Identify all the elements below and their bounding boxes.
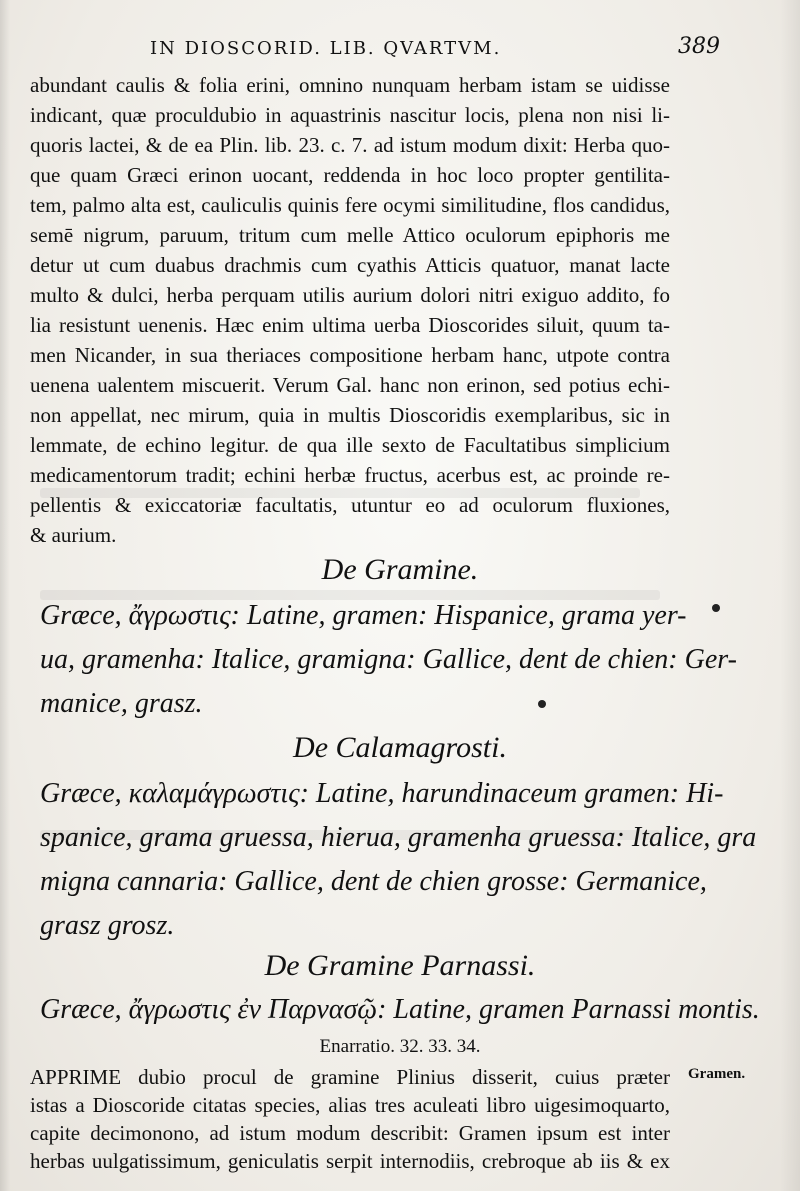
margin-note: Gramen.	[688, 1066, 746, 1082]
text-line: indicant, quæ proculdubio in aquastrinis nascitur locis, plena non nisi li-	[30, 103, 670, 127]
text-line: que quam Græci erinon uocant, reddenda in hoc loco propter gentilita-	[30, 163, 670, 187]
text-line: & aurium.	[30, 523, 117, 547]
text-line: uenena ualentem miscuerit. Verum Gal. hanc non erinon, sed potius echi-	[30, 373, 670, 397]
italic-line: migna cannaria: Gallice, dent de chien grosse: Germanice,	[40, 866, 707, 897]
text-line: lia resistunt uenenis. Hæc enim ultima uerba Dioscorides siluit, quum ta-	[30, 313, 670, 337]
italic-line: ua, gramenha: Italice, gramigna: Gallice, dent de chien: Ger-	[40, 644, 737, 675]
italic-line: Græce, ἄγρωστις: Latine, gramen: Hispanice, grama yer-	[40, 600, 687, 631]
text-line: tem, palmo alta est, cauliculis quinis fere ocymi similitudine, flos candidus,	[30, 193, 670, 217]
text-line: men Nicander, in sua theriaces compositione herbam hanc, utpote contra	[30, 343, 670, 367]
italic-line: Græce, ἄγρωστις ἐν Παρνασῷ: Latine, gramen Parnassi montis.	[40, 994, 760, 1025]
section-heading: De Gramine.	[321, 553, 479, 586]
text-line: non appellat, nec mirum, quia in multis Dioscoridis exemplaribus, sic in	[30, 403, 670, 427]
text-line: multo & dulci, herba perquam utilis aurium dolori nitri exiguo addito, fo	[30, 283, 670, 307]
text-line: lemmate, de echino legitur. de qua ille sexto de Facultatibus simplicium	[30, 433, 670, 457]
ink-dot	[538, 700, 546, 708]
text-line: abundant caulis & folia erini, omnino nunquam herbam istam se uidisse	[30, 73, 670, 97]
ink-dot	[712, 604, 720, 612]
section-heading: De Calamagrosti.	[293, 731, 507, 764]
page-number: 389	[678, 34, 720, 59]
text-line: herbas uulgatissimum, geniculatis serpit internodiis, crebroque ab iis & ex	[30, 1149, 670, 1173]
text-line: medicamentorum tradit; echini herbæ fructus, acerbus est, ac proinde re-	[30, 463, 670, 487]
italic-line: Græce, καλαμάγρωστις: Latine, harundinaceum gramen: Hi-	[40, 778, 724, 809]
text-line: istas a Dioscoride citatas species, alias tres aculeati libro uigesimoquarto,	[30, 1093, 670, 1117]
text-line: detur ut cum duabus drachmis cum cyathis Atticis quatuor, manat lacte	[30, 253, 670, 277]
text-line: quoris lactei, & de ea Plin. lib. 23. c. 7. ad istum modum dixit: Herba quo-	[30, 133, 670, 157]
italic-line: spanice, grama gruessa, hierua, gramenha gruessa: Italice, gra	[40, 822, 757, 853]
page-header	[150, 34, 720, 66]
italic-line: manice, grasz.	[40, 688, 203, 719]
running-head: IN DIOSCORID. LIB. QVARTVM.	[150, 38, 502, 59]
enarratio-label: Enarratio. 32. 33. 34.	[319, 1036, 481, 1057]
italic-line: grasz grosz.	[40, 910, 175, 941]
text-line: APPRIME dubio procul de gramine Plinius disserit, cuius præter	[30, 1065, 670, 1089]
text-line: capite decimonono, ad istum modum describit: Gramen ipsum est inter	[30, 1121, 670, 1145]
section-heading: De Gramine Parnassi.	[264, 949, 536, 982]
text-line: semē nigrum, paruum, tritum cum melle Attico oculorum epiphoris me	[30, 223, 670, 247]
text-line: pellentis & exiccatoriæ facultatis, utuntur eo ad oculorum fluxiones,	[30, 493, 670, 517]
